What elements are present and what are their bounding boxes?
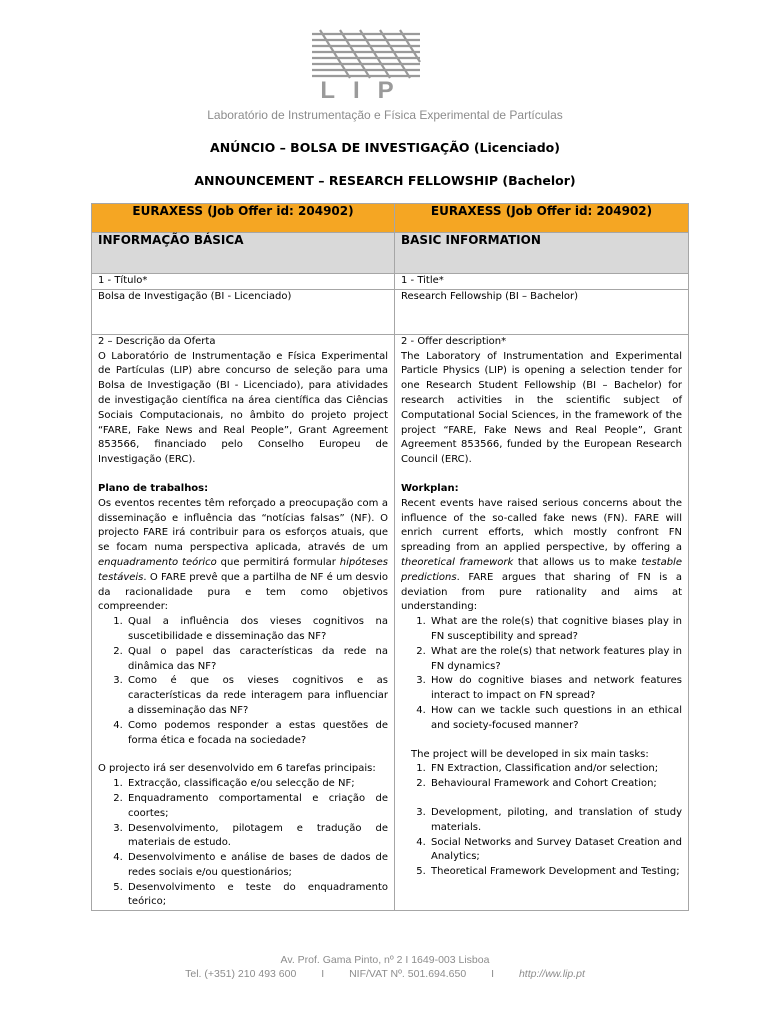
list-item: 4. How can we tackle such questions in an ethical and society-focused manner? bbox=[429, 704, 682, 734]
plan-heading-pt: Plano de trabalhos: bbox=[98, 482, 209, 494]
list-item: 1. Qual a influência dos vieses cognitivos na suscetibilidade e disseminação das NF? bbox=[126, 615, 388, 645]
list-item: 4. Como podemos responder a estas questões de forma ética e focada na sociedade? bbox=[126, 719, 388, 749]
list-item: 2. What are the role(s) that network features play in FN dynamics? bbox=[429, 645, 682, 675]
desc-label-pt: 2 – Descrição da Oferta bbox=[98, 335, 216, 347]
list-item: 3. Development, piloting, and translation of study materials. bbox=[429, 806, 682, 836]
svg-text:LIP: LIP bbox=[320, 77, 412, 100]
plan-heading-en: Workplan: bbox=[401, 482, 459, 494]
desc-text-en: The Laboratory of Instrumentation and Experimental Particle Physics (LIP) is opening a selection tender for one Research Student Fellowship (BI – Bachelor) for research activities in the scientific subject of Computational Social Sciences, in the framework of the project “FARE, Fake News and Real People”, Grant Agreement 853566, funded by the European Research Council (ERC). bbox=[401, 350, 682, 466]
desc-label-en: 2 - Offer description* bbox=[401, 335, 507, 347]
euraxess-en: EURAXESS (Job Offer id: 204902) bbox=[395, 204, 689, 233]
list-item: 1. FN Extraction, Classification and/or selection; bbox=[429, 762, 682, 777]
footer-separator: I bbox=[491, 968, 495, 980]
plan-text-pt: Os eventos recentes têm reforçado a preocupação com a disseminação e influência das “notícias falsas” (NF). O projecto FARE irá contribuir para os esforços atuais, que se focam numa perspectiva aplicada, através de um enquadramento teórico que permitirá formular hipóteses testáveis. O FARE prevê que a partilha de NF é um desvio da racionalidade pura e tem como objetivos compreender: bbox=[98, 497, 388, 613]
list-item: 1. What are the role(s) that cognitive biases play in FN susceptibility and spread? bbox=[429, 615, 682, 645]
plan-text-en: Recent events have raised serious concerns about the influence of the so-called fake news (FN). FARE will enrich current efforts, which mostly confront FN spreading from an applied perspective, by offering a theoretical framework that allows us to make testable predictions. FARE argues that sharing of FN is a deviation from pure rationality and aims at understanding: bbox=[401, 497, 682, 613]
list-item: 3. Como é que os vieses cognitivos e as características da rede interagem para influenciar a disseminação das NF? bbox=[126, 674, 388, 718]
basic-info-pt: INFORMAÇÃO BÁSICA bbox=[92, 233, 395, 274]
tasks-heading-pt: O projecto irá ser desenvolvido em 6 tarefas principais: bbox=[98, 763, 376, 775]
list-item: 2. Enquadramento comportamental e criação de coortes; bbox=[126, 792, 388, 822]
announcement-table bbox=[91, 203, 689, 911]
description-en bbox=[395, 334, 689, 910]
title-label-en: 1 - Title* bbox=[395, 274, 689, 290]
questions-list-pt bbox=[98, 615, 388, 748]
footer-vat: NIF/VAT Nº. 501.694.650 bbox=[349, 968, 467, 980]
footer-url[interactable]: http://ww.lip.pt bbox=[518, 968, 585, 980]
title-label-pt: 1 - Título* bbox=[92, 274, 395, 290]
footer-contacts bbox=[0, 968, 770, 980]
footer-separator: I bbox=[321, 968, 325, 980]
footer-address: Av. Prof. Gama Pinto, nº 2 I 1649-003 Lisboa bbox=[280, 954, 490, 966]
list-item: 4. Desenvolvimento e análise de bases de dados de redes sociais e/ou questionários; bbox=[126, 851, 388, 881]
euraxess-pt: EURAXESS (Job Offer id: 204902) bbox=[92, 204, 395, 233]
tasks-heading-en: The project will be developed in six main tasks: bbox=[411, 748, 649, 760]
title-value-pt: Bolsa de Investigação (BI - Licenciado) bbox=[92, 289, 395, 334]
list-item: 5. Theoretical Framework Development and Testing; bbox=[429, 865, 682, 880]
tasks-list-en bbox=[401, 762, 682, 880]
lip-logo bbox=[310, 28, 422, 100]
questions-list-en bbox=[401, 615, 682, 733]
list-item: 3. How do cognitive biases and network features interact to impact on FN spread? bbox=[429, 674, 682, 704]
list-item: 3. Desenvolvimento, pilotagem e tradução de materiais de estudo. bbox=[126, 822, 388, 852]
tasks-list-pt bbox=[98, 777, 388, 910]
basic-info-en: BASIC INFORMATION bbox=[395, 233, 689, 274]
title-value-en: Research Fellowship (BI – Bachelor) bbox=[395, 289, 689, 334]
list-item: 2. Qual o papel das características da rede na dinâmica das NF? bbox=[126, 645, 388, 675]
list-item: 2. Behavioural Framework and Cohort Creation; bbox=[429, 777, 682, 792]
description-pt bbox=[92, 334, 395, 910]
footer-tel: Tel. (+351) 210 493 600 bbox=[185, 968, 297, 980]
list-item: 1. Extracção, classificação e/ou selecção de NF; bbox=[126, 777, 388, 792]
list-item: 5. Desenvolvimento e teste do enquadramento teórico; bbox=[126, 881, 388, 911]
list-item: 4. Social Networks and Survey Dataset Creation and Analytics; bbox=[429, 836, 682, 866]
institution-name: Laboratório de Instrumentação e Física Experimental de Partículas bbox=[207, 108, 563, 122]
title-pt: ANÚNCIO – BOLSA DE INVESTIGAÇÃO (Licenciado) bbox=[210, 140, 560, 155]
desc-text-pt: O Laboratório de Instrumentação e Física Experimental de Partículas (LIP) abre concurso de seleção para uma Bolsa de Investigação (BI - Licenciado), para atividades de investigação científica na área científica das Ciências Sociais Computacionais, no âmbito do projeto project “FARE, Fake News and Real People”, Grant Agreement 853566, financiado pelo Conselho Europeu de Investigação (ERC). bbox=[98, 350, 388, 466]
title-en: ANNOUNCEMENT – RESEARCH FELLOWSHIP (Bachelor) bbox=[194, 173, 576, 188]
